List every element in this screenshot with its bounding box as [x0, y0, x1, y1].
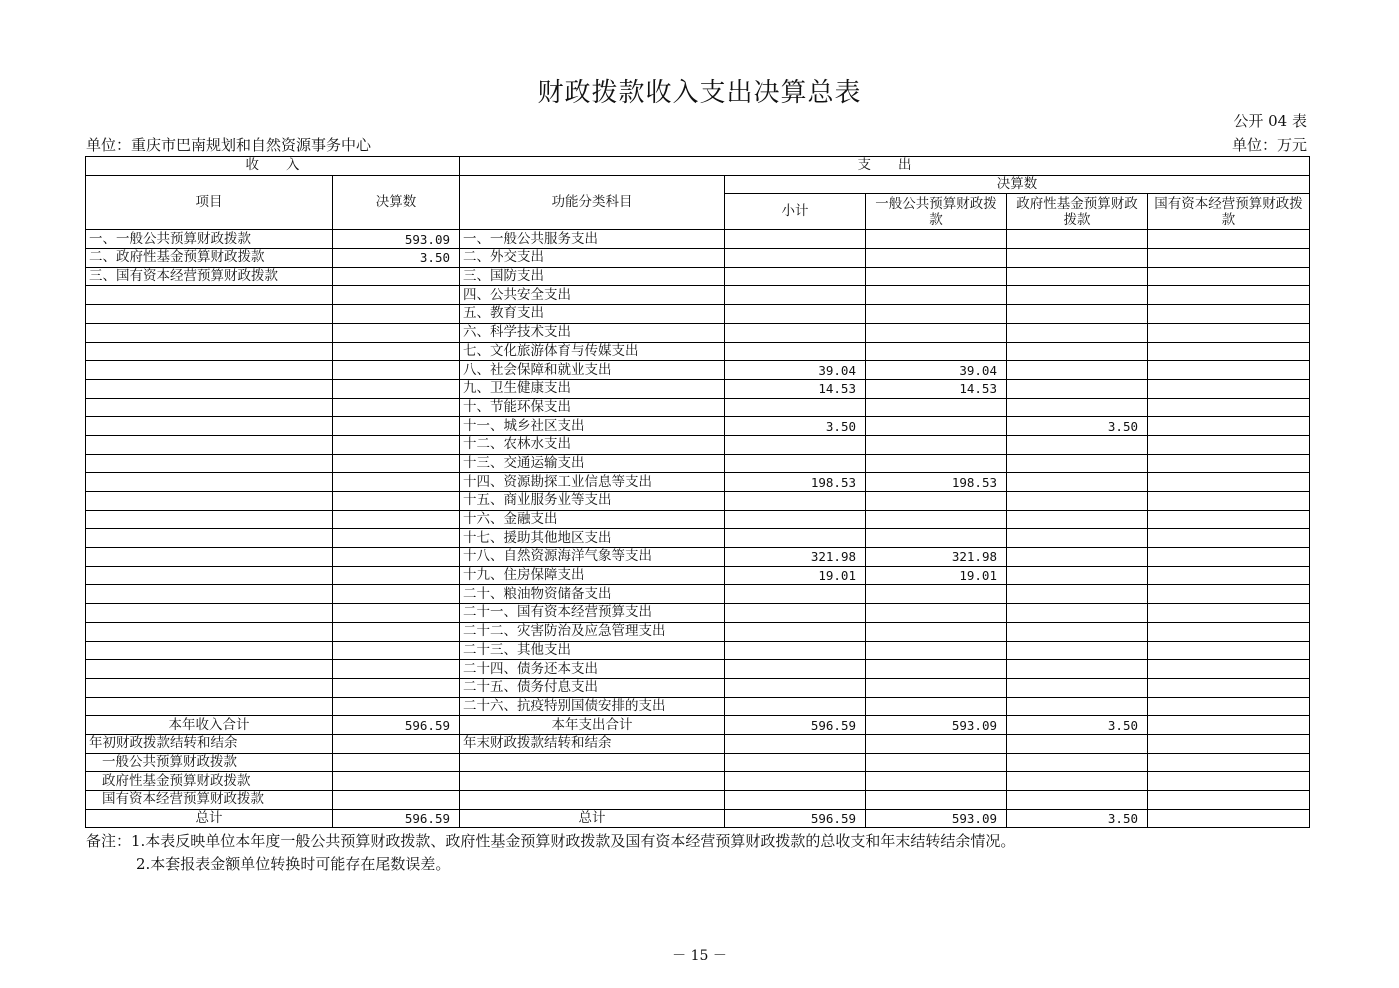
- table-row: [86, 678, 1310, 697]
- income-amount-cell: [333, 267, 460, 286]
- expense-subtotal-cell: [725, 660, 866, 679]
- expense-category-cell: 八、社会保障和就业支出: [460, 361, 725, 380]
- expense-state-cell: [1148, 398, 1310, 417]
- expense-category-cell: 四、公共安全支出: [460, 286, 725, 305]
- year-total-row: [86, 716, 1310, 735]
- expense-category-cell: 十五、商业服务业等支出: [460, 492, 725, 511]
- expense-fund-cell: 3.50: [1007, 417, 1148, 436]
- table-row: [86, 267, 1310, 286]
- income-item-cell: [86, 305, 333, 324]
- expense-category-cell: 六、科学技术支出: [460, 323, 725, 342]
- table-row: [86, 417, 1310, 436]
- expense-general-cell: [866, 286, 1007, 305]
- expense-subtotal-cell: 3.50: [725, 417, 866, 436]
- grand-expense-general: 593.09: [866, 809, 1007, 828]
- expense-fund-cell: [1007, 305, 1148, 324]
- expense-category-cell: 十四、资源勘探工业信息等支出: [460, 473, 725, 492]
- expense-category-cell: 十八、自然资源海洋气象等支出: [460, 548, 725, 567]
- carry-begin-value: [333, 734, 460, 753]
- expense-subtotal-cell: [725, 249, 866, 268]
- expense-category-cell: 十三、交通运输支出: [460, 454, 725, 473]
- income-amount-cell: [333, 566, 460, 585]
- expense-general-cell: [866, 510, 1007, 529]
- expense-state-cell: [1148, 323, 1310, 342]
- income-amount-cell: [333, 510, 460, 529]
- income-amount-cell: [333, 305, 460, 324]
- page-number: － 15 －: [672, 948, 727, 964]
- header-general-budget: 一般公共预算财政拨款: [866, 194, 1007, 230]
- expense-general-cell: [866, 230, 1007, 249]
- income-item-cell: [86, 548, 333, 567]
- expense-general-cell: [866, 267, 1007, 286]
- grand-expense-total-label: 总计: [460, 809, 725, 828]
- carry-item-label: 政府性基金预算财政拨款: [86, 772, 333, 791]
- carry-cell: [1148, 734, 1310, 753]
- table-row: [86, 548, 1310, 567]
- income-item-cell: [86, 398, 333, 417]
- income-item-cell: [86, 622, 333, 641]
- income-item-cell: [86, 529, 333, 548]
- expense-fund-cell: [1007, 230, 1148, 249]
- grand-total-row: [86, 809, 1310, 828]
- expense-subtotal-cell: [725, 342, 866, 361]
- expense-state-cell: [1148, 249, 1310, 268]
- note-line: 备注：1.本表反映单位本年度一般公共预算财政拨款、政府性基金预算财政拨款及国有资本经营预算财政拨款的总收支和年末结转结余情况。: [86, 832, 1016, 850]
- expense-state-cell: [1148, 342, 1310, 361]
- expense-fund-cell: [1007, 566, 1148, 585]
- header-state-capital: 国有资本经营预算财政拨款: [1148, 194, 1310, 230]
- expense-state-cell: [1148, 697, 1310, 716]
- expense-subtotal-cell: [725, 323, 866, 342]
- expense-general-cell: 39.04: [866, 361, 1007, 380]
- expense-subtotal-cell: [725, 286, 866, 305]
- expense-general-cell: [866, 417, 1007, 436]
- expense-fund-cell: [1007, 249, 1148, 268]
- expense-state-cell: [1148, 492, 1310, 511]
- carry-cell: [725, 734, 866, 753]
- expense-subtotal-cell: 39.04: [725, 361, 866, 380]
- table-row: [86, 604, 1310, 623]
- income-item-cell: [86, 417, 333, 436]
- expense-general-cell: 19.01: [866, 566, 1007, 585]
- income-amount-cell: [333, 697, 460, 716]
- table-row: [86, 641, 1310, 660]
- expense-category-cell: 一、一般公共服务支出: [460, 230, 725, 249]
- year-expense-fund: 3.50: [1007, 716, 1148, 735]
- expense-state-cell: [1148, 641, 1310, 660]
- expense-fund-cell: [1007, 454, 1148, 473]
- income-item-cell: [86, 454, 333, 473]
- table-row: [86, 697, 1310, 716]
- expense-subtotal-cell: [725, 435, 866, 454]
- year-income-total-label: 本年收入合计: [86, 716, 333, 735]
- expense-category-cell: 十二、农林水支出: [460, 435, 725, 454]
- expense-subtotal-cell: 14.53: [725, 379, 866, 398]
- table-row: [86, 323, 1310, 342]
- expense-general-cell: [866, 454, 1007, 473]
- expense-subtotal-cell: 198.53: [725, 473, 866, 492]
- expense-state-cell: [1148, 660, 1310, 679]
- expense-general-cell: [866, 678, 1007, 697]
- carry-item-row: [86, 791, 1310, 810]
- income-item-cell: [86, 678, 333, 697]
- table-row: [86, 622, 1310, 641]
- expense-subtotal-cell: [725, 604, 866, 623]
- expense-category-cell: 二十一、国有资本经营预算支出: [460, 604, 725, 623]
- table-row: [86, 473, 1310, 492]
- header-func-category: 功能分类科目: [460, 175, 725, 230]
- reporting-unit: 单位：重庆市巴南规划和自然资源事务中心: [86, 136, 372, 154]
- expense-general-cell: [866, 697, 1007, 716]
- expense-subtotal-cell: [725, 267, 866, 286]
- expense-fund-cell: [1007, 604, 1148, 623]
- expense-fund-cell: [1007, 267, 1148, 286]
- expense-subtotal-cell: [725, 454, 866, 473]
- expense-category-cell: 二、外交支出: [460, 249, 725, 268]
- table-row: [86, 286, 1310, 305]
- table-row: [86, 379, 1310, 398]
- expense-fund-cell: [1007, 286, 1148, 305]
- expense-subtotal-cell: [725, 678, 866, 697]
- income-amount-cell: [333, 342, 460, 361]
- expense-state-cell: [1148, 286, 1310, 305]
- header-expense: 支 出: [460, 157, 1310, 176]
- income-amount-cell: [333, 492, 460, 511]
- income-amount-cell: [333, 604, 460, 623]
- income-item-cell: [86, 379, 333, 398]
- table-row: [86, 342, 1310, 361]
- income-amount-cell: [333, 454, 460, 473]
- expense-general-cell: [866, 305, 1007, 324]
- header-fund-budget: 政府性基金预算财政拨款: [1007, 194, 1148, 230]
- income-item-cell: [86, 641, 333, 660]
- final-accounts-table: [85, 156, 1310, 828]
- expense-fund-cell: [1007, 622, 1148, 641]
- table-row: [86, 435, 1310, 454]
- table-row: [86, 305, 1310, 324]
- expense-general-cell: 14.53: [866, 379, 1007, 398]
- income-amount-cell: 3.50: [333, 249, 460, 268]
- expense-general-cell: [866, 323, 1007, 342]
- income-amount-cell: [333, 585, 460, 604]
- income-item-cell: 一、一般公共预算财政拨款: [86, 230, 333, 249]
- income-amount-cell: [333, 641, 460, 660]
- income-item-cell: 二、政府性基金预算财政拨款: [86, 249, 333, 268]
- expense-subtotal-cell: [725, 305, 866, 324]
- table-row: [86, 585, 1310, 604]
- expense-category-cell: 二十六、抗疫特别国债安排的支出: [460, 697, 725, 716]
- year-expense-total-label: 本年支出合计: [460, 716, 725, 735]
- expense-fund-cell: [1007, 697, 1148, 716]
- notes: [86, 830, 1015, 876]
- expense-fund-cell: [1007, 585, 1148, 604]
- expense-fund-cell: [1007, 660, 1148, 679]
- expense-general-cell: [866, 398, 1007, 417]
- income-amount-cell: [333, 622, 460, 641]
- table-row: [86, 454, 1310, 473]
- expense-state-cell: [1148, 361, 1310, 380]
- table-row: [86, 566, 1310, 585]
- expense-fund-cell: [1007, 398, 1148, 417]
- year-expense-subtotal: 596.59: [725, 716, 866, 735]
- income-item-cell: [86, 660, 333, 679]
- expense-general-cell: 198.53: [866, 473, 1007, 492]
- income-amount-cell: [333, 660, 460, 679]
- carry-row: [86, 734, 1310, 753]
- expense-fund-cell: [1007, 323, 1148, 342]
- expense-state-cell: [1148, 230, 1310, 249]
- header-item: 项目: [86, 175, 333, 230]
- page-title: 财政拨款收入支出决算总表: [537, 78, 862, 108]
- expense-fund-cell: [1007, 529, 1148, 548]
- expense-category-cell: 十九、住房保障支出: [460, 566, 725, 585]
- expense-subtotal-cell: [725, 641, 866, 660]
- expense-fund-cell: [1007, 473, 1148, 492]
- income-amount-cell: 593.09: [333, 230, 460, 249]
- income-item-cell: 三、国有资本经营预算财政拨款: [86, 267, 333, 286]
- expense-general-cell: [866, 660, 1007, 679]
- income-amount-cell: [333, 473, 460, 492]
- expense-category-cell: 十七、援助其他地区支出: [460, 529, 725, 548]
- income-amount-cell: [333, 548, 460, 567]
- header-final-amount: 决算数: [725, 175, 1310, 194]
- income-item-cell: [86, 697, 333, 716]
- expense-state-cell: [1148, 604, 1310, 623]
- expense-fund-cell: [1007, 678, 1148, 697]
- expense-state-cell: [1148, 267, 1310, 286]
- table-row: [86, 361, 1310, 380]
- expense-general-cell: [866, 342, 1007, 361]
- income-amount-cell: [333, 379, 460, 398]
- carry-item-label: 国有资本经营预算财政拨款: [86, 791, 333, 810]
- expense-subtotal-cell: [725, 510, 866, 529]
- expense-subtotal-cell: 321.98: [725, 548, 866, 567]
- expense-state-cell: [1148, 435, 1310, 454]
- expense-fund-cell: [1007, 510, 1148, 529]
- income-amount-cell: [333, 361, 460, 380]
- expense-category-cell: 五、教育支出: [460, 305, 725, 324]
- expense-general-cell: [866, 492, 1007, 511]
- income-item-cell: [86, 342, 333, 361]
- carry-cell: [866, 734, 1007, 753]
- expense-fund-cell: [1007, 548, 1148, 567]
- header-income: 收 入: [86, 157, 460, 176]
- carry-begin-label: 年初财政拨款结转和结余: [86, 734, 333, 753]
- carry-end-label: 年末财政拨款结转和结余: [460, 734, 725, 753]
- expense-subtotal-cell: [725, 529, 866, 548]
- expense-state-cell: [1148, 678, 1310, 697]
- currency-unit: 单位：万元: [1231, 136, 1307, 154]
- income-item-cell: [86, 286, 333, 305]
- income-amount-cell: [333, 286, 460, 305]
- year-income-total-value: 596.59: [333, 716, 460, 735]
- expense-general-cell: [866, 604, 1007, 623]
- expense-category-cell: 二十三、其他支出: [460, 641, 725, 660]
- expense-subtotal-cell: [725, 622, 866, 641]
- expense-subtotal-cell: [725, 230, 866, 249]
- income-amount-cell: [333, 529, 460, 548]
- expense-fund-cell: [1007, 342, 1148, 361]
- expense-subtotal-cell: 19.01: [725, 566, 866, 585]
- header-row-2: [86, 175, 1310, 194]
- form-number: 公开 04 表: [1233, 112, 1307, 130]
- income-amount-cell: [333, 323, 460, 342]
- expense-category-cell: 二十二、灾害防治及应急管理支出: [460, 622, 725, 641]
- expense-general-cell: [866, 622, 1007, 641]
- header-subtotal: 小计: [725, 194, 866, 230]
- expense-state-cell: [1148, 585, 1310, 604]
- expense-fund-cell: [1007, 435, 1148, 454]
- expense-subtotal-cell: [725, 492, 866, 511]
- expense-state-cell: [1148, 548, 1310, 567]
- table-row: [86, 230, 1310, 249]
- expense-fund-cell: [1007, 361, 1148, 380]
- table-row: [86, 660, 1310, 679]
- expense-fund-cell: [1007, 641, 1148, 660]
- income-item-cell: [86, 361, 333, 380]
- expense-general-cell: [866, 249, 1007, 268]
- carry-item-row: [86, 772, 1310, 791]
- income-item-cell: [86, 566, 333, 585]
- expense-category-cell: 二十、粮油物资储备支出: [460, 585, 725, 604]
- grand-expense-state: [1148, 809, 1310, 828]
- expense-category-cell: 十、节能环保支出: [460, 398, 725, 417]
- income-amount-cell: [333, 417, 460, 436]
- expense-general-cell: [866, 435, 1007, 454]
- income-item-cell: [86, 604, 333, 623]
- income-amount-cell: [333, 678, 460, 697]
- header-amount: 决算数: [333, 175, 460, 230]
- income-amount-cell: [333, 398, 460, 417]
- table-row: [86, 249, 1310, 268]
- income-item-cell: [86, 473, 333, 492]
- income-item-cell: [86, 492, 333, 511]
- expense-category-cell: 七、文化旅游体育与传媒支出: [460, 342, 725, 361]
- table-row: [86, 492, 1310, 511]
- income-item-cell: [86, 510, 333, 529]
- carry-item-label: 一般公共预算财政拨款: [86, 753, 333, 772]
- carry-item-row: [86, 753, 1310, 772]
- expense-fund-cell: [1007, 379, 1148, 398]
- expense-state-cell: [1148, 566, 1310, 585]
- income-item-cell: [86, 323, 333, 342]
- expense-category-cell: 十一、城乡社区支出: [460, 417, 725, 436]
- note-line: 2.本套报表金额单位转换时可能存在尾数误差。: [136, 855, 451, 873]
- table-row: [86, 398, 1310, 417]
- expense-general-cell: [866, 529, 1007, 548]
- expense-subtotal-cell: [725, 585, 866, 604]
- expense-category-cell: 九、卫生健康支出: [460, 379, 725, 398]
- grand-expense-subtotal: 596.59: [725, 809, 866, 828]
- grand-income-total-value: 596.59: [333, 809, 460, 828]
- grand-income-total-label: 总计: [86, 809, 333, 828]
- header-row-1: [86, 157, 1310, 176]
- income-item-cell: [86, 585, 333, 604]
- expense-category-cell: 十六、金融支出: [460, 510, 725, 529]
- expense-state-cell: [1148, 379, 1310, 398]
- expense-state-cell: [1148, 473, 1310, 492]
- expense-state-cell: [1148, 529, 1310, 548]
- year-expense-state: [1148, 716, 1310, 735]
- expense-state-cell: [1148, 417, 1310, 436]
- expense-subtotal-cell: [725, 398, 866, 417]
- year-expense-general: 593.09: [866, 716, 1007, 735]
- expense-general-cell: 321.98: [866, 548, 1007, 567]
- income-amount-cell: [333, 435, 460, 454]
- expense-general-cell: [866, 585, 1007, 604]
- expense-state-cell: [1148, 305, 1310, 324]
- expense-state-cell: [1148, 454, 1310, 473]
- carry-cell: [1007, 734, 1148, 753]
- expense-state-cell: [1148, 510, 1310, 529]
- grand-expense-fund: 3.50: [1007, 809, 1148, 828]
- expense-category-cell: 二十四、债务还本支出: [460, 660, 725, 679]
- expense-fund-cell: [1007, 492, 1148, 511]
- expense-category-cell: 三、国防支出: [460, 267, 725, 286]
- expense-state-cell: [1148, 622, 1310, 641]
- table-row: [86, 510, 1310, 529]
- income-item-cell: [86, 435, 333, 454]
- table-row: [86, 529, 1310, 548]
- expense-category-cell: 二十五、债务付息支出: [460, 678, 725, 697]
- expense-subtotal-cell: [725, 697, 866, 716]
- expense-general-cell: [866, 641, 1007, 660]
